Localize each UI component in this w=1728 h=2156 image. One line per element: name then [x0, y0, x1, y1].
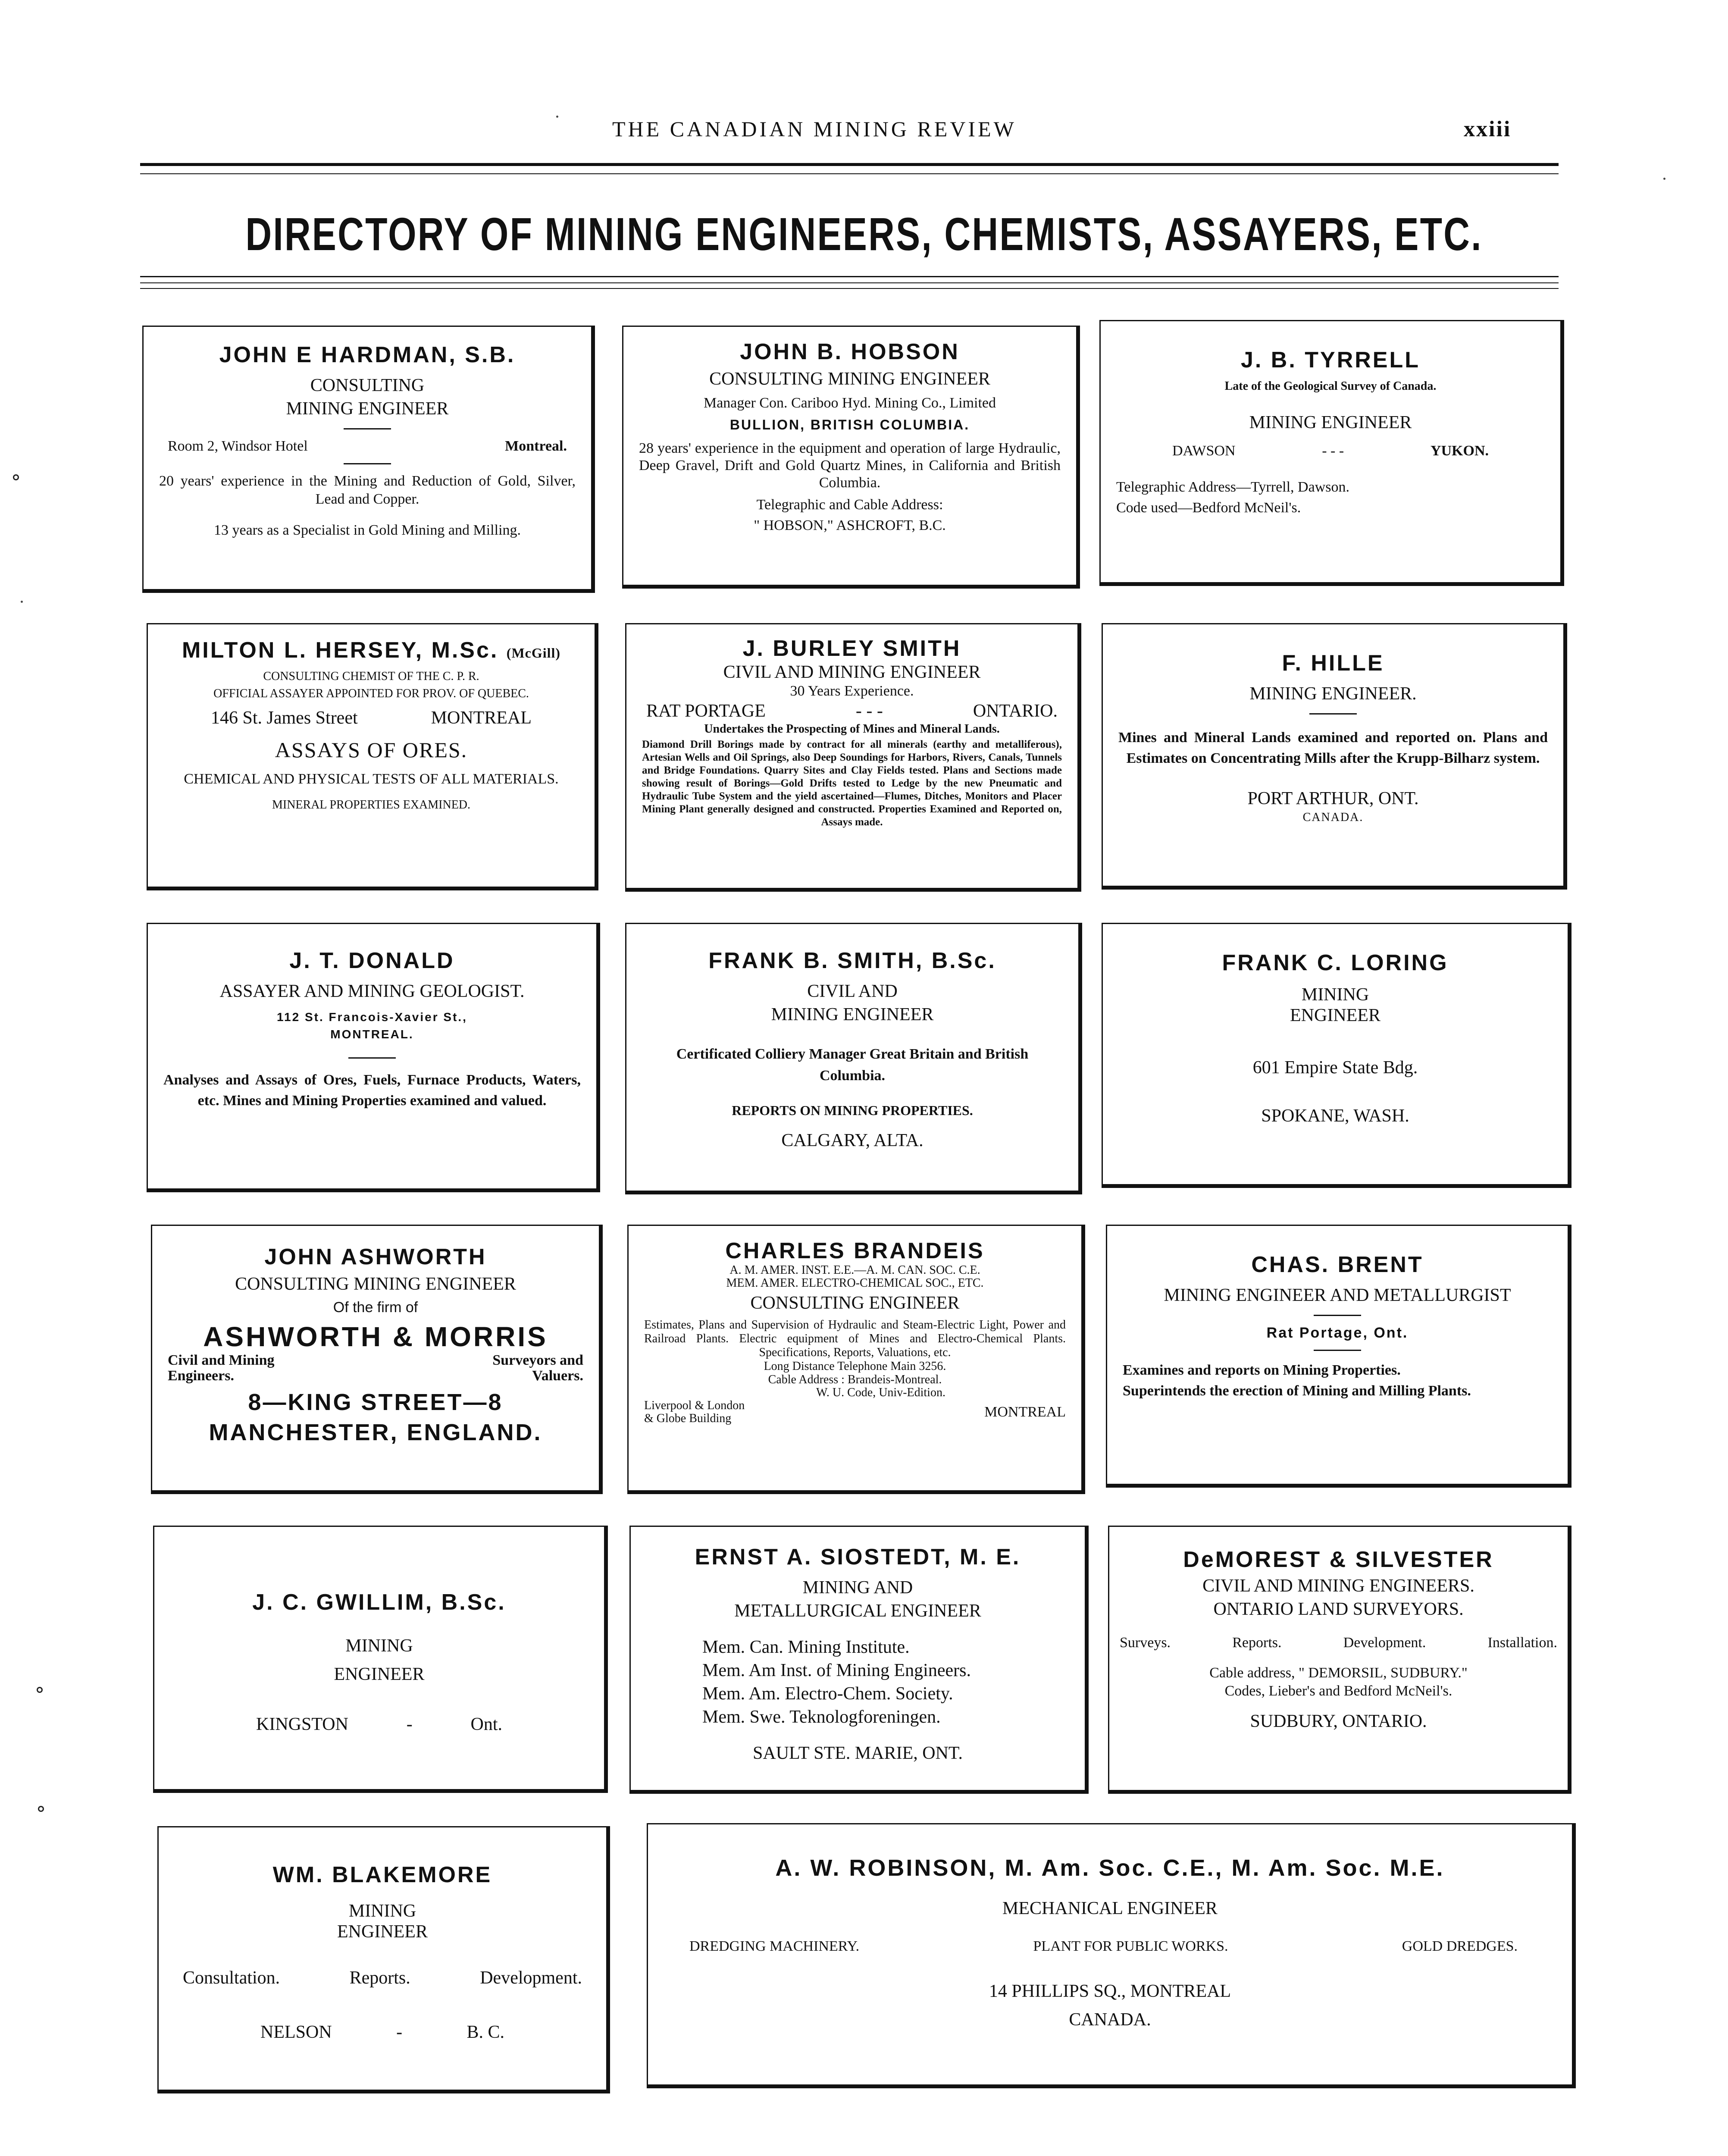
- card-name: J. BURLEY SMITH: [742, 636, 961, 661]
- card-line: CONSULTING ENGINEER: [750, 1293, 960, 1313]
- card-demorest: [1108, 1526, 1571, 1794]
- location-dash: -: [396, 2022, 403, 2042]
- location-left: DAWSON: [1172, 443, 1236, 459]
- card-line: CIVIL AND MINING ENGINEER: [723, 662, 981, 682]
- card-line: ONTARIO LAND SURVEYORS.: [1213, 1599, 1464, 1619]
- card-line: REPORTS ON MINING PROPERTIES.: [732, 1103, 973, 1118]
- card-name: ERNST A. SIOSTEDT, M. E.: [695, 1545, 1021, 1570]
- card-line: Codes, Lieber's and Bedford McNeil's.: [1224, 1683, 1453, 1699]
- address-line: & Globe Building: [644, 1412, 732, 1425]
- card-line: OFFICIAL ASSAYER APPOINTED FOR PROV. OF QUEBEC.: [213, 687, 529, 700]
- card-line: MECHANICAL ENGINEER: [1002, 1899, 1218, 1918]
- card-loring: [1102, 923, 1571, 1188]
- address-left: [644, 1399, 745, 1425]
- margin-mark: [13, 474, 19, 480]
- location-left: NELSON: [260, 2022, 332, 2042]
- address-row: [159, 437, 576, 455]
- card-line: Late of the Geological Survey of Canada.: [1224, 379, 1437, 393]
- services-row: [1120, 1634, 1557, 1652]
- page-number: xxiii: [1464, 117, 1512, 141]
- card-line: MINING ENGINEER.: [1249, 684, 1417, 704]
- firm-detail: Engineers.: [168, 1368, 234, 1384]
- card-name-suffix: (McGill): [506, 645, 561, 661]
- divider: [344, 463, 391, 464]
- membership: Mem. Am. Electro-Chem. Society.: [702, 1684, 953, 1704]
- card-brent: [1106, 1225, 1571, 1488]
- card-line: ENGINEER: [337, 1922, 428, 1942]
- address-row: [644, 1399, 1066, 1425]
- address-right: MONTREAL: [431, 708, 532, 728]
- card-line: MONTREAL.: [330, 1028, 414, 1041]
- card-line: MINERAL PROPERTIES EXAMINED.: [272, 798, 471, 812]
- card-line: Code used—Bedford McNeil's.: [1116, 500, 1301, 516]
- card-paragraph: Certificated Colliery Manager Great Britain and British Columbia.: [676, 1046, 1029, 1084]
- card-name: CHAS. BRENT: [1251, 1252, 1424, 1277]
- card-paragraph: 20 years' experience in the Mining and Reduction of Gold, Silver, Lead and Copper.: [159, 473, 576, 507]
- address-left: 146 St. James Street: [211, 708, 358, 728]
- card-line: W. U. Code, Univ-Edition.: [816, 1386, 945, 1399]
- card-line: SPOKANE, WASH.: [1261, 1106, 1409, 1126]
- location-left: KINGSTON: [256, 1714, 348, 1734]
- service: GOLD DREDGES.: [1402, 1938, 1518, 1954]
- card-line: ASSAYS OF ORES.: [275, 738, 468, 762]
- card-line: CONSULTING MINING ENGINEER: [235, 1274, 516, 1294]
- service: Surveys.: [1120, 1635, 1171, 1651]
- card-line: Superintends the erection of Mining and Milling Plants.: [1123, 1383, 1471, 1399]
- card-line: Cable address, " DEMORSIL, SUDBURY.": [1209, 1665, 1468, 1681]
- card-name: CHARLES BRANDEIS: [725, 1238, 985, 1263]
- location-right: YUKON.: [1430, 443, 1489, 459]
- card-line: CIVIL AND: [807, 981, 898, 1001]
- location-left: RAT PORTAGE: [646, 701, 766, 721]
- card-ashworth: [151, 1225, 603, 1494]
- firm-detail: Surveyors and: [492, 1352, 583, 1368]
- card-line: CALGARY, ALTA.: [781, 1131, 923, 1150]
- card-name: J. B. TYRRELL: [1240, 348, 1421, 373]
- card-paragraph: 28 years' experience in the equipment and operation of large Hydraulic, Deep Gravel, Drift and Gold Quartz Mines, in California and British Columbia.: [639, 440, 1061, 491]
- card-line: MINING AND: [802, 1578, 913, 1598]
- card-line: ASSAYER AND MINING GEOLOGIST.: [219, 981, 525, 1001]
- address-right: Montreal.: [505, 438, 567, 454]
- card-line: METALLURGICAL ENGINEER: [734, 1601, 981, 1621]
- memberships: [646, 1636, 1069, 1729]
- card-line: CANADA.: [1069, 2010, 1151, 2030]
- card-hobson: [622, 326, 1080, 589]
- card-line: Manager Con. Cariboo Hyd. Mining Co., Limited: [703, 395, 996, 411]
- location-right: B. C.: [466, 2022, 504, 2042]
- card-line: 30 Years Experience.: [790, 683, 914, 699]
- card-line: CONSULTING MINING ENGINEER: [709, 369, 990, 389]
- card-paragraph: Diamond Drill Borings made by contract for all minerals (earthy and metalliferous), Artesian Wells and Oil Springs, also Deep Soundings for Harbors, Rivers, Canals, Tunnels and Bridge Foundations. Quarry Sites and Clay Fields tested. Plans and Sections made showing result of Borings—Gold Drifts tested to Ledge by the new Pneumatic and Hydraulic Tube System and the yield ascertained—Flumes, Ditches, Monitors and Placer Mining Plant generally designed and constructed. Properties Examined and Reported on, Assays made.: [642, 739, 1062, 828]
- address-row: [163, 706, 579, 730]
- city: MANCHESTER, ENGLAND.: [209, 1420, 542, 1445]
- card-paragraph: 13 years as a Specialist in Gold Mining and Milling.: [213, 522, 521, 538]
- firm-detail: Civil and Mining: [168, 1352, 275, 1368]
- card-line: MINING ENGINEER: [286, 399, 449, 419]
- margin-dot: [1663, 178, 1665, 180]
- card-paragraph: Estimates, Plans and Supervision of Hydraulic and Steam-Electric Light, Power and Railroad Plants. Electric equipment of Mines and Electro-Chemical Plants. Specifications, Reports, Valuations, etc.: [644, 1318, 1066, 1359]
- divider: [1309, 713, 1357, 714]
- title-rule: [140, 282, 1559, 283]
- address-line: Liverpool & London: [644, 1399, 745, 1412]
- running-head: [0, 116, 1728, 151]
- services-row: [664, 1937, 1556, 1955]
- membership: Mem. Swe. Teknologforeningen.: [702, 1707, 941, 1727]
- service: Installation.: [1487, 1635, 1557, 1651]
- service: DREDGING MACHINERY.: [689, 1938, 860, 1954]
- card-hille: [1102, 623, 1567, 890]
- service: PLANT FOR PUBLIC WORKS.: [1033, 1938, 1228, 1954]
- firm-detail: Valuers.: [532, 1368, 583, 1384]
- margin-mark: [38, 1806, 44, 1812]
- card-line: ENGINEER: [334, 1664, 425, 1684]
- card-line: 601 Empire State Bdg.: [1252, 1058, 1418, 1078]
- service: Development.: [1343, 1635, 1426, 1651]
- card-line: SAULT STE. MARIE, ONT.: [753, 1743, 963, 1763]
- card-line: CIVIL AND MINING ENGINEERS.: [1202, 1576, 1474, 1596]
- card-paragraph: Mines and Mineral Lands examined and reported on. Plans and Estimates on Concentrating Mills after the Krupp-Bilharz system.: [1118, 730, 1548, 766]
- card-name: F. HILLE: [1282, 651, 1384, 676]
- card-frank-smith: [625, 923, 1082, 1194]
- card-line: 112 St. Francois-Xavier St.,: [277, 1010, 467, 1024]
- service: Reports.: [1232, 1635, 1282, 1651]
- card-name: JOHN ASHWORTH: [264, 1244, 487, 1269]
- service: Consultation.: [183, 1968, 280, 1988]
- firm-details-row: [168, 1353, 583, 1384]
- location-right: Ont.: [470, 1714, 502, 1734]
- card-line: MINING ENGINEER AND METALLURGIST: [1164, 1285, 1511, 1305]
- card-name: DeMOREST & SILVESTER: [1183, 1547, 1494, 1572]
- card-hardman: [142, 326, 595, 593]
- card-tyrrell: [1099, 320, 1564, 586]
- card-robinson: [647, 1823, 1576, 2088]
- divider: [344, 428, 391, 429]
- location-row: [170, 1713, 589, 1736]
- card-name: WM. BLAKEMORE: [272, 1862, 492, 1887]
- location-dashes: - - -: [855, 701, 883, 721]
- membership: Mem. Am Inst. of Mining Engineers.: [702, 1661, 971, 1680]
- margin-dot: [21, 601, 23, 603]
- card-line: Telegraphic Address—Tyrrell, Dawson.: [1116, 479, 1349, 495]
- divider: [348, 1057, 396, 1059]
- card-line: Cable Address : Brandeis-Montreal.: [768, 1373, 942, 1386]
- card-name: JOHN E HARDMAN, S.B.: [219, 342, 516, 367]
- card-line: MINING: [1301, 985, 1369, 1005]
- card-line: ENGINEER: [1290, 1006, 1381, 1025]
- card-blakemore: [157, 1826, 610, 2093]
- firm-details-right: [492, 1353, 583, 1384]
- membership: Mem. Can. Mining Institute.: [702, 1637, 910, 1657]
- card-line: PORT ARTHUR, ONT.: [1247, 789, 1419, 808]
- card-line: Examines and reports on Mining Properties.: [1123, 1362, 1401, 1378]
- divider: [1314, 1350, 1361, 1351]
- location-dash: -: [406, 1714, 413, 1734]
- card-line: Undertakes the Prospecting of Mines and Mineral Lands.: [704, 722, 1000, 736]
- card-line: MINING ENGINEER: [1249, 413, 1412, 432]
- card-line: MINING ENGINEER: [771, 1005, 934, 1025]
- location-row: [1116, 442, 1545, 460]
- address-left: Room 2, Windsor Hotel: [168, 438, 308, 454]
- card-line: SUDBURY, ONTARIO.: [1250, 1711, 1427, 1731]
- card-name: J. T. DONALD: [289, 948, 455, 973]
- card-line: BULLION, BRITISH COLUMBIA.: [729, 417, 970, 432]
- location-row: [642, 700, 1062, 722]
- location-row: [174, 2021, 591, 2044]
- card-brandeis: [627, 1225, 1085, 1494]
- card-line: CONSULTING CHEMIST OF THE C. P. R.: [263, 670, 479, 683]
- card-line: CHEMICAL AND PHYSICAL TESTS OF ALL MATERIALS.: [184, 771, 559, 787]
- card-line: Telegraphic and Cable Address:: [756, 497, 943, 513]
- card-name: J. C. GWILLIM, B.Sc.: [252, 1590, 506, 1615]
- card-line: Long Distance Telephone Main 3256.: [764, 1360, 946, 1373]
- divider: [1314, 1315, 1361, 1316]
- service: Development.: [480, 1968, 582, 1988]
- running-title: THE CANADIAN MINING REVIEW: [612, 117, 1017, 141]
- header-rule-thin: [140, 173, 1559, 174]
- address-right: MONTREAL: [984, 1404, 1066, 1420]
- card-line: 14 PHILLIPS SQ., MONTREAL: [989, 1981, 1231, 2001]
- service: Reports.: [349, 1968, 410, 1988]
- card-line: Rat Portage, Ont.: [1266, 1325, 1409, 1341]
- card-paragraph: Analyses and Assays of Ores, Fuels, Furnace Products, Waters, etc. Mines and Mining Properties examined and valued.: [163, 1072, 581, 1109]
- card-line: Of the firm of: [333, 1299, 418, 1316]
- card-line: MEM. AMER. ELECTRO-CHEMICAL SOC., ETC.: [726, 1276, 984, 1290]
- card-line: CANADA.: [1302, 811, 1364, 824]
- card-line: CONSULTING: [310, 376, 425, 395]
- card-line: " HOBSON," ASHCROFT, B.C.: [754, 517, 946, 533]
- directory-title: DIRECTORY OF MINING ENGINEERS, CHEMISTS, ASSAYERS, ETC.: [245, 208, 1483, 260]
- card-line: A. M. AMER. INST. E.E.—A. M. CAN. SOC. C.E.: [729, 1263, 980, 1277]
- card-line: MINING: [345, 1636, 413, 1656]
- card-donald: [147, 923, 600, 1192]
- card-siostedt: [629, 1526, 1089, 1794]
- card-burley-smith: [625, 623, 1081, 892]
- card-gwillim: [153, 1526, 608, 1793]
- card-name: JOHN B. HOBSON: [740, 339, 960, 364]
- card-name-main: MILTON L. HERSEY, M.Sc.: [182, 638, 499, 663]
- title-rule: [140, 276, 1559, 277]
- header-rule: [140, 163, 1559, 166]
- card-name: FRANK C. LORING: [1222, 950, 1449, 975]
- firm-name: ASHWORTH & MORRIS: [203, 1321, 548, 1352]
- card-hersey: [147, 623, 598, 890]
- services-row: [174, 1966, 591, 1990]
- margin-mark: [37, 1687, 43, 1693]
- margin-dot: [556, 116, 558, 118]
- card-name: A. W. ROBINSON, M. Am. Soc. C.E., M. Am. Soc. M.E.: [775, 1855, 1445, 1881]
- location-right: ONTARIO.: [973, 701, 1058, 721]
- title-rule: [140, 288, 1559, 289]
- firm-details-left: [168, 1353, 275, 1384]
- location-dashes: - - -: [1322, 443, 1344, 459]
- card-name: [163, 637, 579, 663]
- card-name: FRANK B. SMITH, B.Sc.: [708, 948, 996, 973]
- street-address: 8—KING STREET—8: [248, 1389, 503, 1415]
- card-line: MINING: [348, 1901, 416, 1921]
